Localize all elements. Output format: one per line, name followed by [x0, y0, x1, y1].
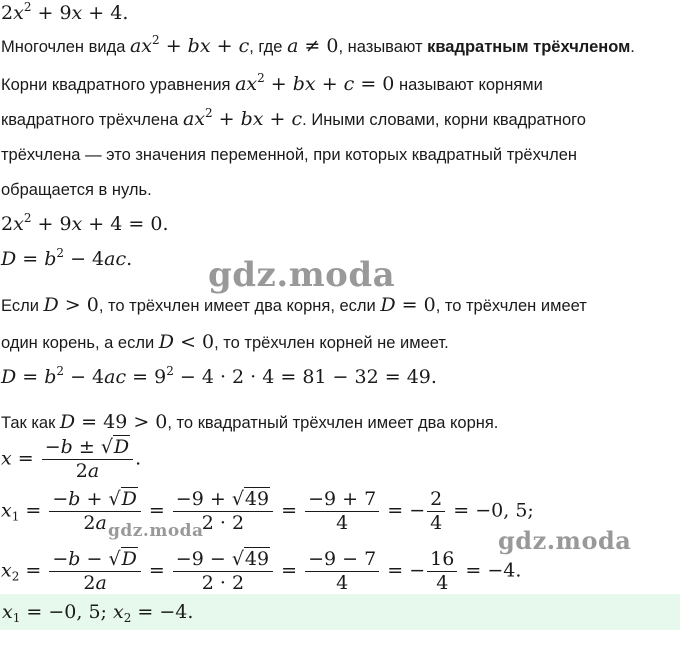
math-equation: $ax^2$ + bx + c = 0 — [235, 71, 395, 95]
discriminant-formula: $D = b^2 - 4ac$. — [1, 246, 133, 270]
text-line — [1, 296, 587, 315]
fraction: $\frac{-9 + 7}{4}$ — [305, 488, 379, 535]
fraction: $\frac{16}{4}$ — [427, 548, 457, 595]
math-polynomial: $ax^2$ + bx + c — [129, 33, 250, 57]
text-line — [1, 413, 498, 432]
text-line: обращается в нуль. — [1, 181, 152, 199]
text-span: , где — [249, 38, 283, 56]
fraction: $\frac{-b \pm √D}{2a}$ — [42, 436, 133, 483]
bold-term: квадратным трёхчленом — [427, 38, 631, 56]
definition-line — [1, 33, 635, 57]
fraction: $\frac{-9 - √49}{2 \cdot 2}$ — [173, 548, 273, 595]
text-span: . — [630, 38, 635, 56]
text-span: Так как — [1, 414, 56, 432]
text-span: . Иными словами, корни квадратного — [302, 111, 586, 129]
fraction: $\frac{2}{4}$ — [427, 488, 445, 535]
fraction: $\frac{-9 - 7}{4}$ — [305, 548, 379, 595]
text-span: Если — [1, 297, 39, 315]
watermark-logo: gdz.moda — [498, 526, 632, 555]
math-inline: D < 0 — [158, 331, 215, 353]
text-span: один корень, а если — [1, 334, 155, 352]
text-span: , то квадратный трёхчлен имеет два корня. — [167, 414, 499, 432]
fraction: $\frac{-b + √D}{2a}$ — [49, 488, 140, 535]
text-span: называют корнями — [399, 76, 543, 94]
root-x1-calculation: $x_1$ = $\frac{-b + √D}{2a}$ = $\frac{-9 + √49}{2 \cdot 2}$ = $\frac{-9 + 7}{4}$ = − $\frac{2}{4}$ = −0, 5; — [1, 488, 534, 534]
expression-line: $2x^2 + 9x + 4$. — [1, 0, 129, 24]
answer-box — [0, 594, 680, 630]
root-formula: x = $\frac{-b \pm √D}{2a}$ . — [1, 436, 142, 482]
text-line — [1, 71, 543, 95]
math-condition: a ≠ 0 — [287, 35, 339, 57]
watermark-logo: gdz.moda — [108, 521, 204, 541]
text-span: , называют — [338, 38, 423, 56]
text-span: , то трёхчлен корней не имеет. — [214, 334, 449, 352]
text-line: трёхчлена — это значения переменной, при которых квадратный трёхчлен — [1, 146, 578, 164]
discriminant-calculation: $D = b^2 - 4ac = 9^2 - 4 \cdot 2 \cdot 4 = 81 - 32 = 49$. — [1, 364, 437, 388]
answer-text: $x_1 = -0$, 5; $x_2 = -4$. — [2, 601, 194, 625]
root-x2-calculation: $x_2$ = $\frac{-b - √D}{2a}$ = $\frac{-9 - √49}{2 \cdot 2}$ = $\frac{-9 - 7}{4}$ = − $\frac{16}{4}$ = −4. — [1, 548, 522, 594]
text-span: Корни квадратного уравнения — [1, 76, 231, 94]
math-inline: D > 0 — [43, 294, 99, 316]
text-span: Многочлен вида — [1, 38, 126, 56]
fraction: $\frac{-9 + √49}{2 \cdot 2}$ — [173, 488, 273, 535]
fraction: $\frac{-b - √D}{2a}$ — [49, 548, 140, 595]
text-span: , то трёхчлен имеет два корня, если — [98, 297, 376, 315]
text-span: , то трёхчлен имеет — [435, 297, 587, 315]
text-line — [1, 106, 586, 130]
math-inline: D = 0 — [380, 294, 436, 316]
watermark-logo: gdz.moda — [208, 255, 396, 295]
equation-line: $2x^2 + 9x + 4 = 0$. — [1, 211, 169, 235]
math-polynomial: $ax^2$ + bx + c — [182, 106, 303, 130]
text-line — [1, 333, 449, 352]
text-span: квадратного трёхчлена — [1, 111, 179, 129]
math-inline: D = 49 > 0 — [59, 411, 168, 433]
